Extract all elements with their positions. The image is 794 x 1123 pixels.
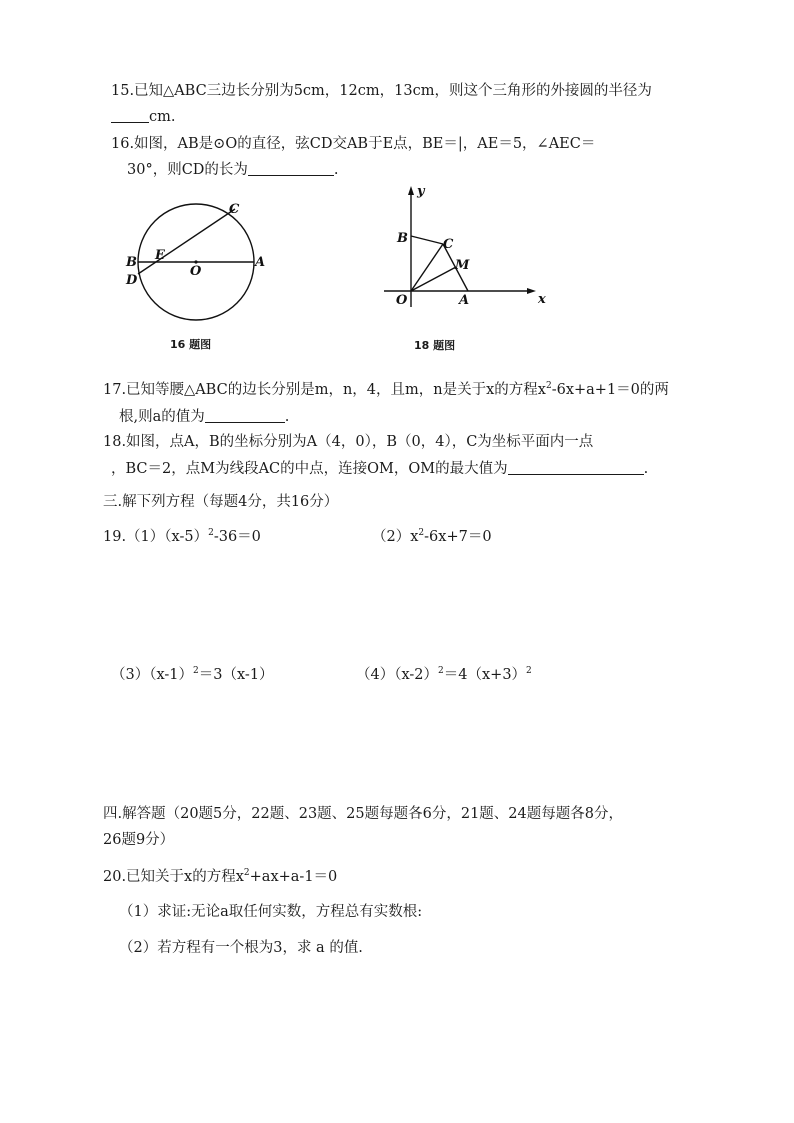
label-a: A xyxy=(459,293,470,308)
q17-line1: 17.已知等腰△ABC的边长分别是m，n，4，且m，n是关于x的方程$x^2-6x+a+1=0$的两 xyxy=(103,381,669,398)
section-4-title-line1: 四.解答题（20题5分，22题、23题、25题每题各6分，21题、24题每题各8分， xyxy=(103,806,623,822)
q20-part1: （1）求证:无论a取任何实数，方程总有实数根: xyxy=(119,904,423,920)
figure-16-caption: 16 题图 xyxy=(170,338,212,351)
label-e: E xyxy=(155,248,165,263)
q18-line2: ，BC＝2，点M为线段AC的中点，连接OM，OM的最大值为 . xyxy=(111,461,649,477)
figure-18-coordinate-diagram xyxy=(380,183,560,313)
label-c: C xyxy=(229,202,240,217)
q17-line2: 根,则a的值为 . xyxy=(119,409,290,425)
q17-answer-blank[interactable] xyxy=(205,408,285,423)
segment-om xyxy=(411,267,456,291)
section-3-title: 三.解下列方程（每题4分，共16分） xyxy=(103,494,339,510)
label-a: A xyxy=(255,255,266,270)
label-o: O xyxy=(396,293,408,308)
label-m: M xyxy=(455,258,470,273)
label-b: B xyxy=(126,255,137,270)
segment-oc xyxy=(411,244,443,291)
segment-bc xyxy=(411,236,443,244)
label-d: D xyxy=(126,273,138,288)
q20-part2: （2）若方程有一个根为3，求 a 的值. xyxy=(119,940,363,956)
q19-part4: $(4)(x-2)^2=4(x+3)^2$ xyxy=(356,666,532,683)
label-c: C xyxy=(443,237,454,252)
q20-stem: 20.已知关于x的方程$x^2+ax+a-1=0$ xyxy=(103,868,338,885)
x-axis-arrow xyxy=(527,288,536,294)
y-axis-arrow xyxy=(408,186,414,195)
q16-line2: 30°，则CD的长为 . xyxy=(127,162,339,178)
q16-answer-blank[interactable] xyxy=(248,161,334,176)
q19-part1: $19.(1)(x-5)^2-36=0$ xyxy=(103,528,261,545)
chord-cd xyxy=(138,209,235,274)
label-b: B xyxy=(397,231,408,246)
q18-line1: 18.如图，点A，B的坐标分别为A（4，0），B（0，4），C为坐标平面内一点 xyxy=(103,434,594,450)
q19-part2: $(2)x^2-6x+7=0$ xyxy=(372,528,492,545)
section-4-title-line2: 26题9分） xyxy=(103,832,175,848)
label-x: x xyxy=(538,292,546,307)
label-o: O xyxy=(190,264,202,279)
q15-answer-blank[interactable] xyxy=(111,108,149,123)
q15-line1: 15.已知△ABC三边长分别为5cm，12cm，13cm，则这个三角形的外接圆的半径为 xyxy=(111,83,652,99)
figure-16-circle-diagram xyxy=(120,195,270,325)
q16-line1: 16.如图，AB是⊙O的直径，弦CD交AB于E点，BE＝|，AE＝5，∠AEC＝ xyxy=(111,136,596,152)
q19-part3: $(3)(x-1)^2=3(x-1)$ xyxy=(111,666,274,683)
label-y: y xyxy=(417,184,425,199)
figure-18-caption: 18 题图 xyxy=(414,339,456,352)
q18-answer-blank[interactable] xyxy=(508,460,644,475)
q15-line2: cm. xyxy=(111,107,175,127)
